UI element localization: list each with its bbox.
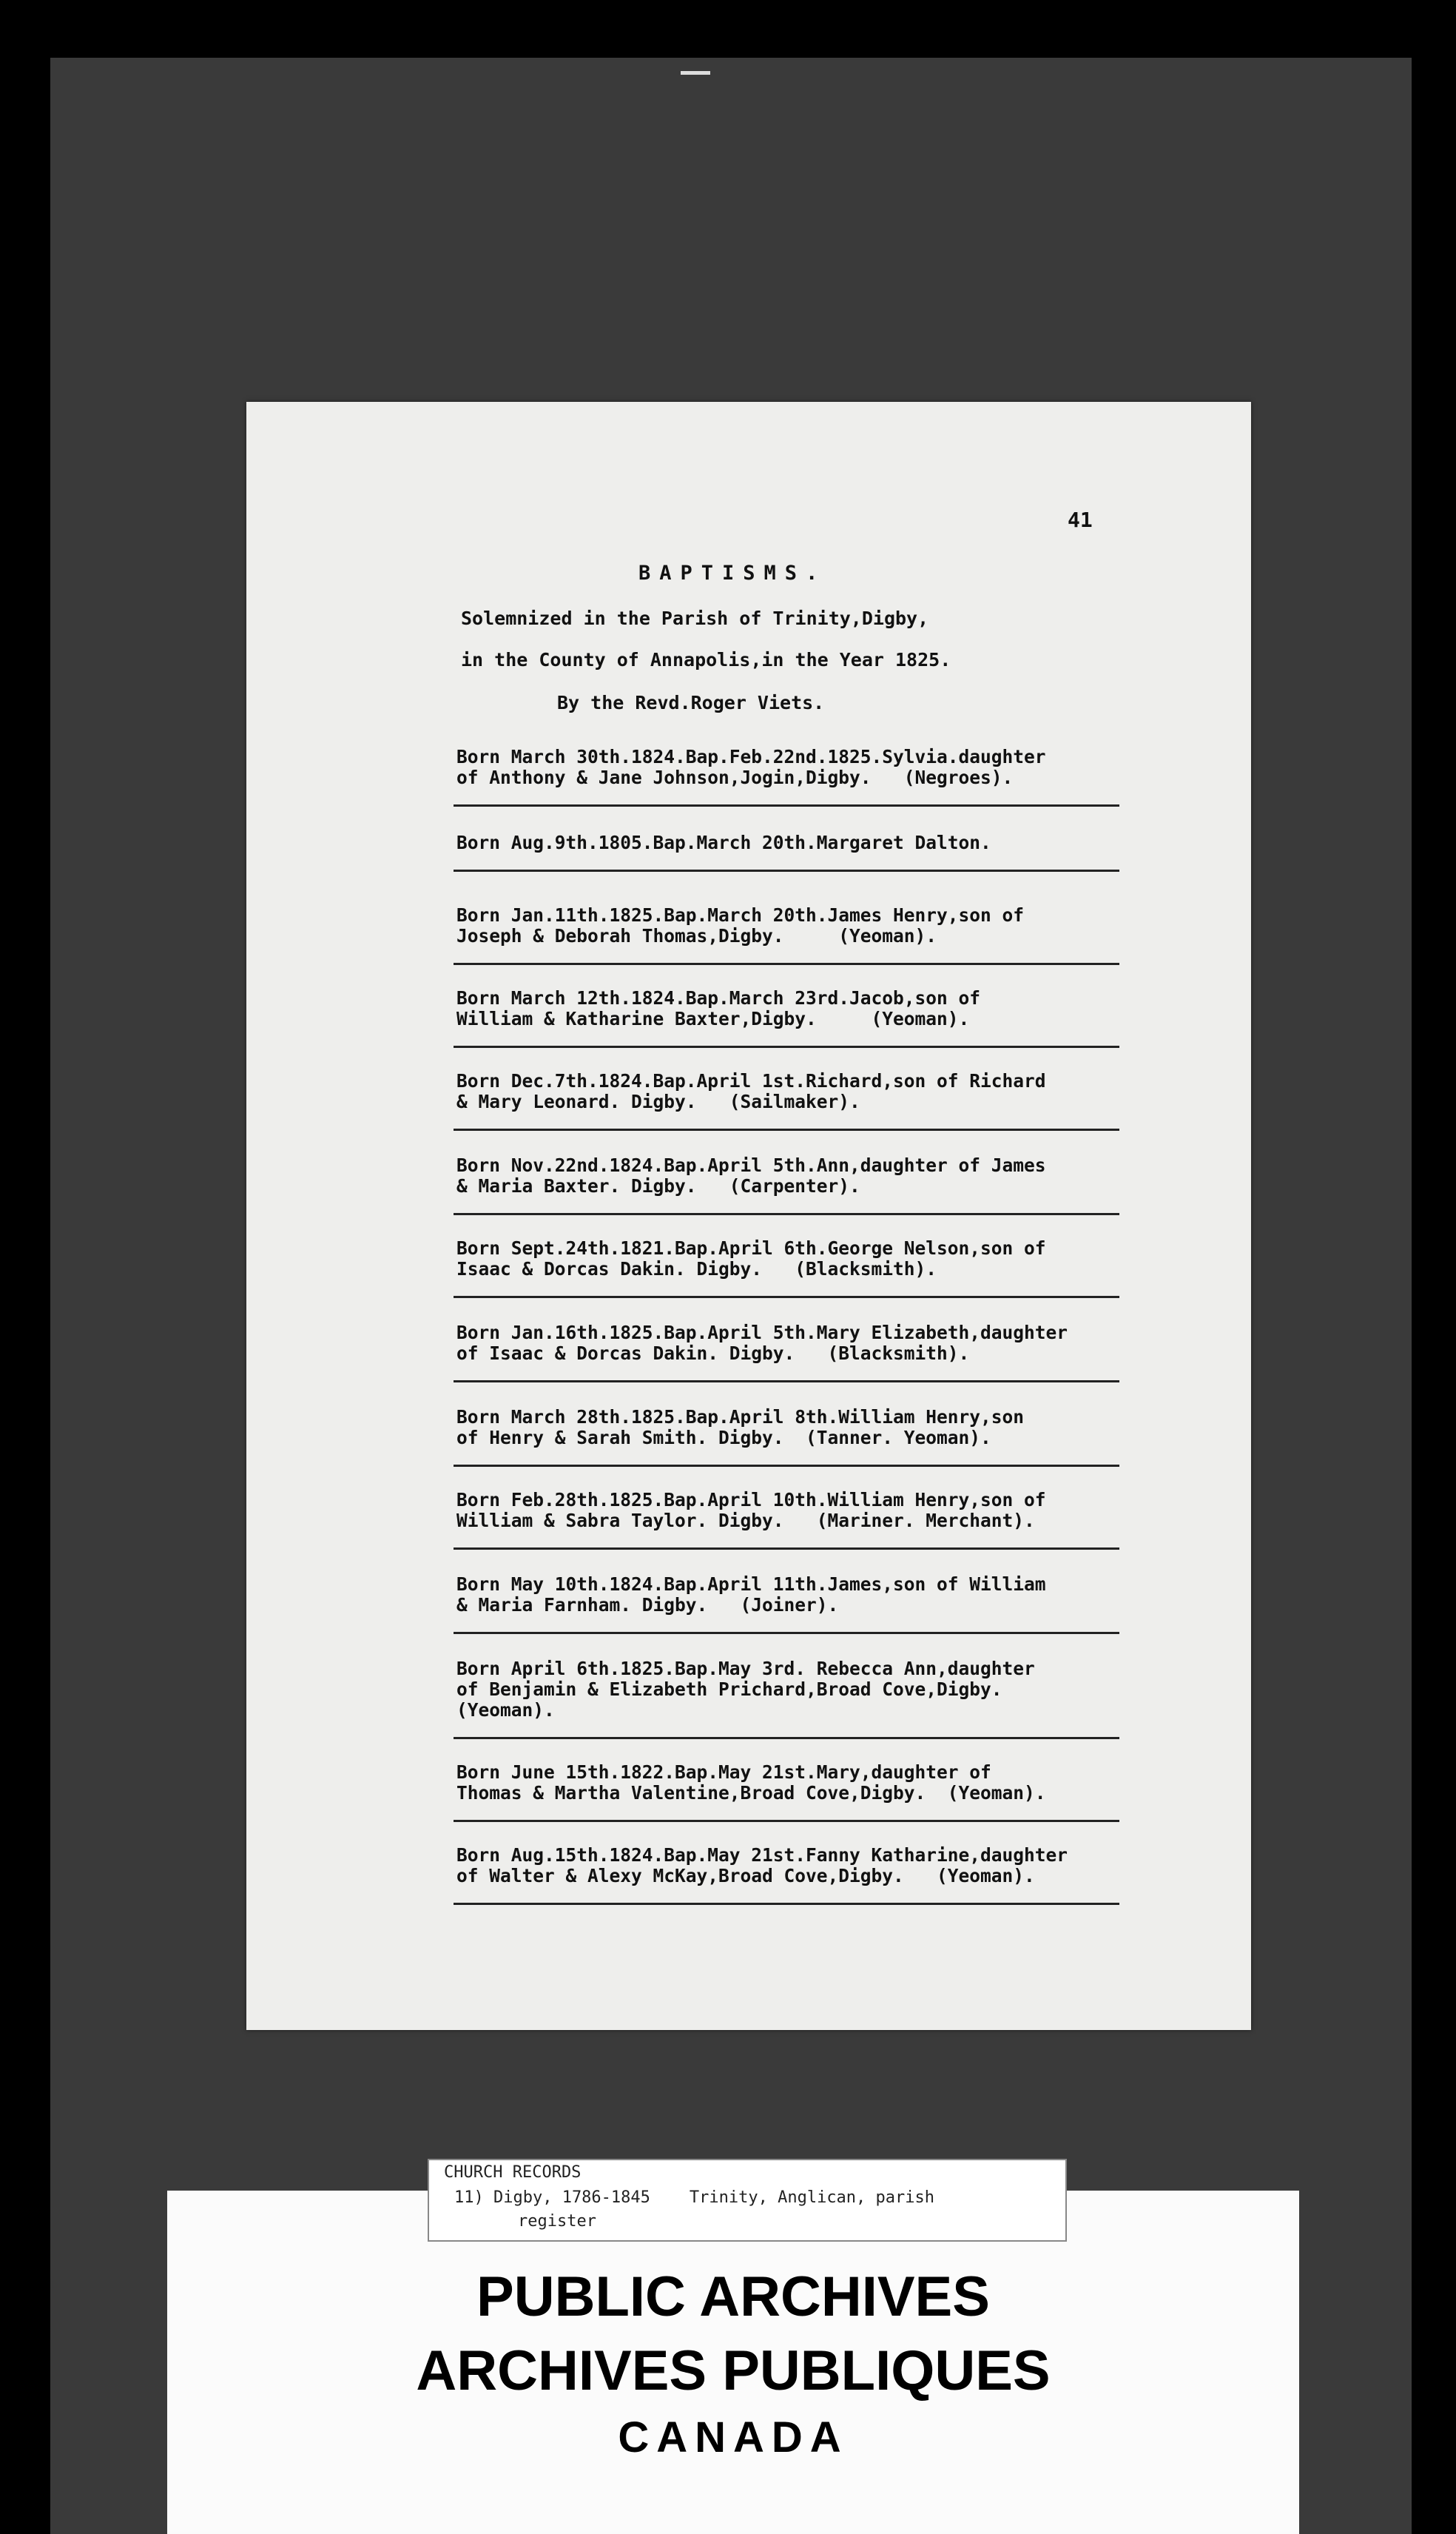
entry-divider	[454, 1465, 1119, 1467]
entry-divider	[454, 804, 1119, 807]
entry-text-line: Born Aug.9th.1805.Bap.March 20th.Margaret Dalton.	[456, 832, 991, 853]
entry-text-line: Born Nov.22nd.1824.Bap.April 5th.Ann,daughter of James	[456, 1155, 1046, 1176]
catalog-line-2: 11) Digby, 1786-1845 Trinity, Anglican, parish	[454, 2188, 935, 2207]
entry-text-line: Born Jan.11th.1825.Bap.March 20th.James Henry,son of	[456, 904, 1025, 926]
intro-line-2: in the County of Annapolis,in the Year 1825.	[461, 649, 951, 671]
entry-text-line: & Maria Baxter. Digby. (Carpenter).	[456, 1175, 860, 1197]
entry-text-line: of Benjamin & Elizabeth Prichard,Broad Cove,Digby.	[456, 1678, 1002, 1700]
baptism-entry	[454, 747, 1149, 807]
entry-text-line: Born Feb.28th.1825.Bap.April 10th.William Henry,son of	[456, 1489, 1046, 1510]
baptism-entry	[454, 833, 1149, 872]
entry-text-line: (Yeoman).	[456, 1699, 555, 1721]
entry-text-line: Born Sept.24th.1821.Bap.April 6th.George Nelson,son of	[456, 1237, 1046, 1259]
entry-text-line: Isaac & Dorcas Dakin. Digby. (Blacksmith).	[456, 1258, 937, 1280]
baptism-entry	[454, 1071, 1149, 1131]
entry-divider	[454, 1820, 1119, 1822]
baptism-entry	[454, 988, 1149, 1048]
baptism-entry	[454, 1574, 1149, 1634]
entry-divider	[454, 1737, 1119, 1739]
page-number: 41	[1068, 508, 1093, 532]
baptism-entry	[454, 905, 1149, 965]
entry-text-line: of Isaac & Dorcas Dakin. Digby. (Blacksmith).	[456, 1342, 970, 1364]
entry-text-line: William & Sabra Taylor. Digby. (Mariner. Merchant).	[456, 1510, 1035, 1531]
entry-text-line: Born April 6th.1825.Bap.May 3rd. Rebecca Ann,daughter	[456, 1658, 1035, 1679]
entry-divider	[454, 1547, 1119, 1550]
entry-divider	[454, 1380, 1119, 1382]
entry-divider	[454, 1296, 1119, 1298]
entry-divider	[454, 1129, 1119, 1131]
baptism-entry	[454, 1238, 1149, 1298]
entry-text-line: Joseph & Deborah Thomas,Digby. (Yeoman).	[456, 925, 937, 947]
entry-text-line: William & Katharine Baxter,Digby. (Yeoman).	[456, 1008, 970, 1029]
intro-line-3: By the Revd.Roger Viets.	[557, 692, 825, 713]
baptism-entry	[454, 1762, 1149, 1822]
intro-line-1: Solemnized in the Parish of Trinity,Digby,	[461, 608, 929, 629]
catalog-line-1: CHURCH RECORDS	[444, 2163, 582, 2182]
entry-text-line: Born March 30th.1824.Bap.Feb.22nd.1825.Sylvia.daughter	[456, 746, 1046, 767]
baptism-entry	[454, 1155, 1149, 1215]
archives-label-line-2: ARCHIVES PUBLIQUES	[416, 2339, 1051, 2402]
entry-divider	[454, 1903, 1119, 1905]
entry-text-line: Born Aug.15th.1824.Bap.May 21st.Fanny Katharine,daughter	[456, 1844, 1068, 1866]
entry-divider	[454, 1632, 1119, 1634]
entry-text-line: & Maria Farnham. Digby. (Joiner).	[456, 1594, 839, 1616]
entry-text-line: Born June 15th.1822.Bap.May 21st.Mary,daughter of	[456, 1761, 991, 1783]
entry-text-line: Thomas & Martha Valentine,Broad Cove,Digby. (Yeoman).	[456, 1782, 1046, 1804]
archives-label-line-3: CANADA	[618, 2413, 849, 2461]
catalog-line-3: register	[518, 2212, 596, 2231]
baptism-entry	[454, 1323, 1149, 1382]
catalog-tag	[428, 2159, 1067, 2242]
entry-text-line: of Walter & Alexy McKay,Broad Cove,Digby. (Yeoman).	[456, 1865, 1035, 1886]
entry-text-line: Born May 10th.1824.Bap.April 11th.James,son of William	[456, 1573, 1046, 1595]
entry-text-line: Born March 12th.1824.Bap.March 23rd.Jacob,son of	[456, 987, 981, 1009]
entry-text-line: of Anthony & Jane Johnson,Jogin,Digby. (Negroes).	[456, 767, 1014, 788]
frame-marker	[681, 71, 710, 75]
baptism-entry	[454, 1658, 1149, 1739]
entry-text-line: Born March 28th.1825.Bap.April 8th.William Henry,son	[456, 1406, 1025, 1428]
entry-text-line: of Henry & Sarah Smith. Digby. (Tanner. Yeoman).	[456, 1427, 991, 1448]
entry-divider	[454, 1213, 1119, 1215]
baptism-entry	[454, 1490, 1149, 1550]
register-page	[246, 402, 1251, 2030]
entry-text-line: Born Dec.7th.1824.Bap.April 1st.Richard,son of Richard	[456, 1070, 1046, 1092]
baptism-entry	[454, 1845, 1149, 1905]
archives-label	[167, 2191, 1299, 2534]
archives-label-line-1: PUBLIC ARCHIVES	[476, 2265, 990, 2328]
entry-divider	[454, 870, 1119, 872]
entry-text-line: & Mary Leonard. Digby. (Sailmaker).	[456, 1091, 860, 1112]
page-title: BAPTISMS.	[638, 562, 827, 585]
entry-text-line: Born Jan.16th.1825.Bap.April 5th.Mary Elizabeth,daughter	[456, 1322, 1068, 1343]
entry-divider	[454, 1046, 1119, 1048]
entry-divider	[454, 963, 1119, 965]
baptism-entry	[454, 1407, 1149, 1467]
